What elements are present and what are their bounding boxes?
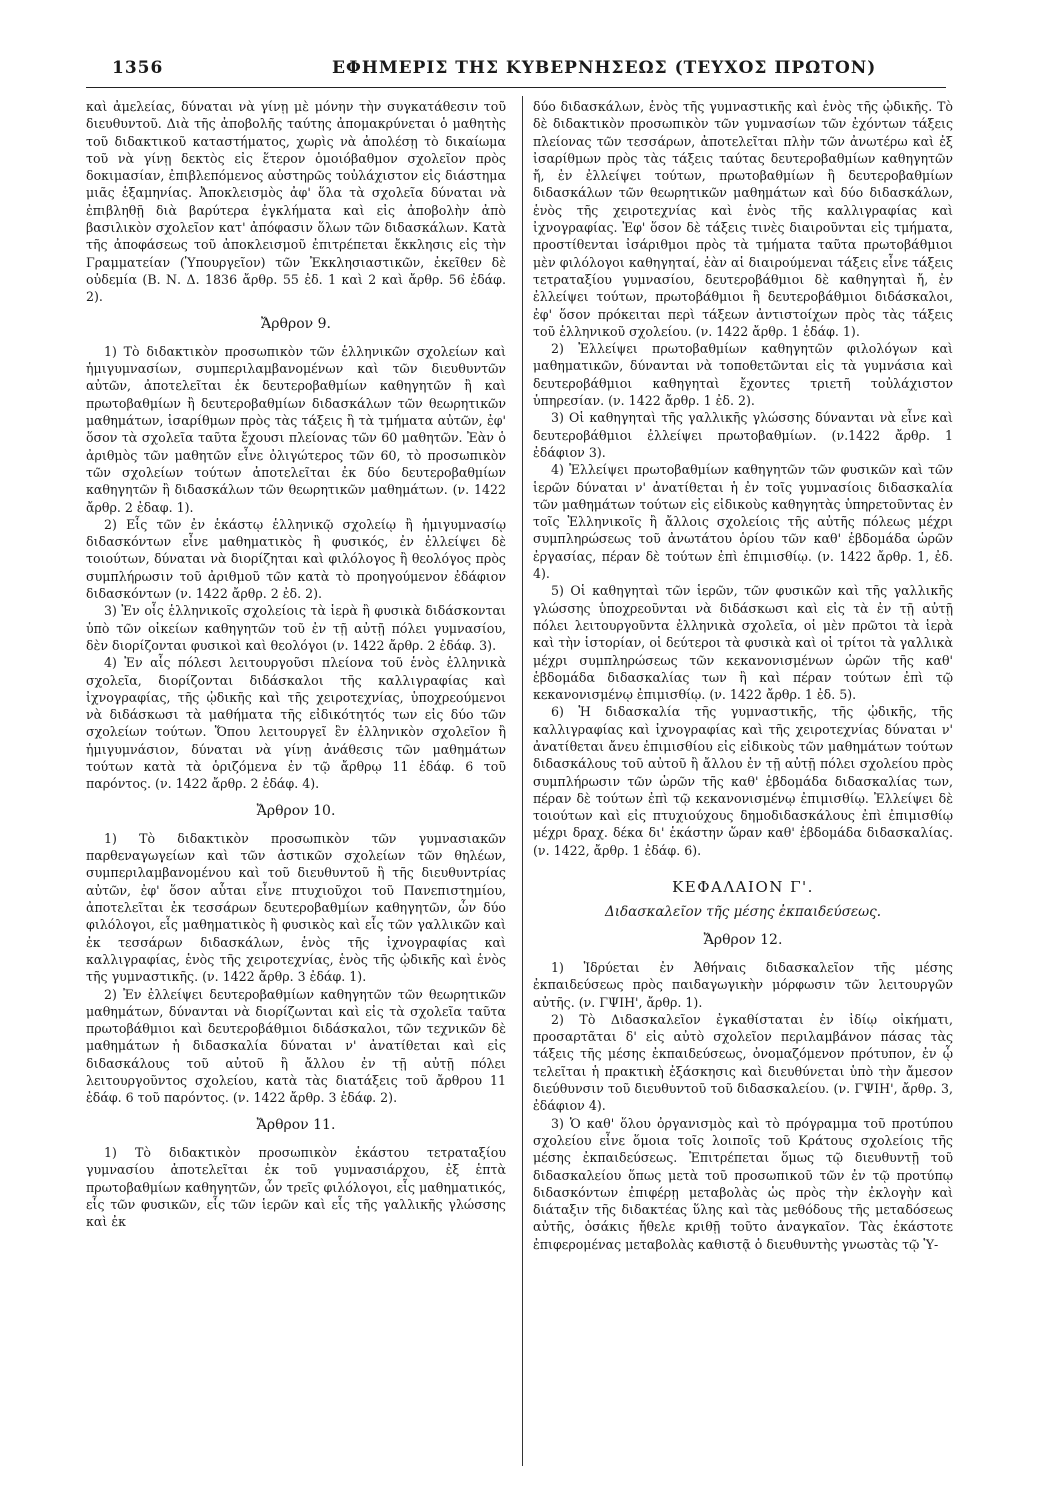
paragraph: 4) Ἐν αἷς πόλεσι λειτουργοῦσι πλείονα τοῦ ἑνὸς ἑλληνικὰ σχολεῖα, διορίζονται διδάσκαλοι τῆς καλλιγραφίας καὶ ἰχνογραφίας, τῆς ᾠδικῆς καὶ τῆς χειροτεχνίας, ὑποχρεούμενοι νὰ διδάσκωσι τὰ μαθήματα τῆς εἰδικότητός των εἰς δύο τῶν σχολείων τούτων. Ὅπου λειτουργεῖ ἓν ἑλληνικὸν σχολεῖον ἢ ἡμιγυμνάσιον, δύναται νὰ γίνῃ ἀνάθεσις τῶν μαθημάτων τούτων κατὰ τὰ ὁριζόμενα ἐν τῷ ἄρθρῳ 11 ἐδάφ. 6 τοῦ παρόντος. (ν. 1422 ἄρθρ. 2 ἐδάφ. 4). [86, 655, 506, 792]
paragraph: δύο διδασκάλων, ἑνὸς τῆς γυμναστικῆς καὶ ἑνὸς τῆς ᾠδικῆς. Τὸ δὲ διδακτικὸν προσωπικὸν τῶν γυμνασίων τῶν ἐχόντων τάξεις πλείονας τῶν τεσσάρων, ἀποτελεῖται πλὴν τῶν ἀνωτέρω καὶ ἐξ ἰσαρίθμων πρὸς τὰς τάξεις ταύτας δευτεροβαθμίων καθηγητῶν ἤ, ἐν ἐλλείψει τούτων, πρωτοβαθμίων ἢ δευτεροβαθμίων διδασκάλων τῶν θεωρητικῶν μαθημάτων καὶ δύο διδασκάλων, ἑνὸς τῆς χειροτεχνίας καὶ ἑνὸς τῆς καλλιγραφίας καὶ ἰχνογραφίας. Ἐφ' ὅσον δὲ τάξεις τινὲς διαιροῦνται εἰς τμήματα, προστίθενται ἰσάριθμοι πρὸς τὰ τμήματα ταῦτα πρωτοβάθμιοι μὲν φιλόλογοι καθηγηταί, ἐὰν αἱ διαιρούμεναι τάξεις εἶνε τάξεις τετραταξίου γυμνασίου, δευτεροβάθμιοι δὲ καθηγηταὶ ἤ, ἐν ἐλλείψει τούτων, πρωτοβάθμιοι ἢ δευτεροβάθμιοι διδάσκαλοι, ἐφ' ὅσον πρόκειται περὶ τάξεων ἀντιστοίχων πρὸς τὰς τάξεις τοῦ ἑλληνικοῦ σχολείου. (ν. 1422 ἄρθρ. 1 ἐδάφ. 1). [533, 99, 953, 339]
left-column [86, 98, 506, 1230]
paragraph: 1) Τὸ διδακτικὸν προσωπικὸν τῶν γυμνασιακῶν παρθεναγωγείων καὶ τῶν ἀστικῶν σχολείων τῶν θηλέων, συμπεριλαμβανομένου καὶ τοῦ διευθυντοῦ ἢ τῆς διευθυντρίας αὐτῶν, ἐφ' ὅσον αὗται εἶνε πτυχιοῦχοι τοῦ Πανεπιστημίου, ἀποτελεῖται ἐκ τεσσάρων δευτεροβαθμίων καθηγητῶν, ὧν δύο φιλόλογοι, εἷς μαθηματικὸς ἢ φυσικὸς καὶ εἷς τῶν γαλλικῶν καὶ ἐκ τεσσάρων διδασκάλων, ἑνὸς τῆς ἰχνογραφίας καὶ καλλιγραφίας, ἑνὸς τῆς χειροτεχνίας, ἑνὸς τῆς ᾠδικῆς καὶ ἑνὸς τῆς γυμναστικῆς. (ν. 1422 ἄρθρ. 3 ἐδάφ. 1). [86, 830, 506, 985]
column-divider [522, 96, 523, 1466]
page-header [112, 58, 942, 88]
paragraph: 2) Ἐν ἐλλείψει δευτεροβαθμίων καθηγητῶν τῶν θεωρητικῶν μαθημάτων, δύνανται νὰ διορίζωνται καὶ εἰς τὰ σχολεῖα ταῦτα πρωτοβάθμιοι καὶ δευτεροβάθμιοι διδάσκαλοι, τῶν τεχνικῶν δὲ μαθημάτων ἡ διδασκαλία δύναται ν' ἀνατίθεται καὶ εἰς διδασκάλους τοῦ αὐτοῦ ἢ ἄλλου ἐν τῇ αὐτῇ πόλει λειτουργοῦντος σχολείου, κατὰ τὰς διατάξεις τοῦ ἄρθρου 11 ἐδάφ. 6 τοῦ παρόντος. (ν. 1422 ἄρθρ. 3 ἐδάφ. 2). [86, 986, 506, 1106]
article-heading: Ἄρθρον 12. [703, 931, 783, 948]
paragraph: 1) Τὸ διδακτικὸν προσωπικὸν ἑκάστου τετραταξίου γυμνασίου ἀποτελεῖται ἐκ τοῦ γυμνασιάρχου, ἐξ ἑπτὰ πρωτοβαθμίων καθηγητῶν, ὧν τρεῖς φιλόλογοι, εἷς μαθηματικός, εἷς τῶν φυσικῶν, εἷς τῶν ἱερῶν καὶ εἷς τῆς γαλλικῆς γλώσσης καὶ ἐκ [86, 1144, 506, 1230]
paragraph: 2) Τὸ Διδασκαλεῖον ἐγκαθίσταται ἐν ἰδίῳ οἰκήματι, προσαρτᾶται δ' εἰς αὐτὸ σχολεῖον περιλαμβάνον πάσας τὰς τάξεις τῆς μέσης ἐκπαιδεύσεως, ὀνομαζόμενον πρότυπον, ἐν ᾧ τελεῖται ἡ πρακτικὴ ἐξάσκησις καὶ διευθύνεται ὑπὸ τὴν ἄμεσον διεύθυνσιν τοῦ διευθυντοῦ τοῦ διδασκαλείου. (ν. ΓΨΙΗ', ἄρθρ. 3, ἐδάφιον 4). [533, 1011, 953, 1114]
paragraph: 6) Ἡ διδασκαλία τῆς γυμναστικῆς, τῆς ᾠδικῆς, τῆς καλλιγραφίας καὶ ἰχνογραφίας καὶ τῆς χειροτεχνίας δύναται ν' ἀνατίθεται ἄνευ ἐπιμισθίου εἰς εἰδικοὺς τῶν μαθημάτων τούτων διδασκάλους τοῦ αὐτοῦ ἢ ἄλλου ἐν τῇ αὐτῇ πόλει σχολείου πρὸς συμπλήρωσιν τῶν ὡρῶν τῆς καθ' ἑβδομάδα διδασκαλίας των, πέραν δὲ τούτων ἐπὶ τῷ κεκανονισμένῳ ἐπιμισθίῳ. Ἐλλείψει δὲ τοιούτων καὶ εἰς πτυχιούχους δημοδιδασκάλους ἐπὶ ἐπιμισθίῳ μέχρι δραχ. δέκα δι' ἑκάστην ὥραν καθ' ἑβδομάδα διδασκαλίας. (ν. 1422, ἄρθρ. 1 ἐδάφ. 6). [533, 704, 953, 858]
right-column [533, 98, 953, 1253]
paragraph: καὶ ἀμελείας, δύναται νὰ γίνῃ μὲ μόνην τὴν συγκατάθεσιν τοῦ διευθυντοῦ. Διὰ τῆς ἀποβολῆς ταύτης ἀπομακρύνεται ὁ μαθητὴς τοῦ διδακτικοῦ καταστήματος, χωρὶς νὰ ἀπολέσῃ τὸ δικαίωμα τοῦ νὰ γίνῃ δεκτὸς εἰς ἕτερον ὁμοιόβαθμον σχολεῖον πρὸς δοκιμασίαν, ἐπιβλεπόμενος αὐστηρῶς τοὐλάχιστον εἰς διάστημα μιᾶς ἑξαμηνίας. Ἀποκλεισμὸς ἀφ' ὅλα τὰ σχολεῖα δύναται νὰ ἐπιβληθῇ διὰ βαρύτερα ἐγκλήματα καὶ εἰς ἀποβολὴν ἀπὸ βασιλικὸν σχολεῖον κατ' ἀπόφασιν ὅλων τῶν διδασκάλων. Κατὰ τῆς ἀποφάσεως τοῦ ἀποκλεισμοῦ ἐπιτρέπεται ἔκκλησις εἰς τὴν Γραμματείαν (Ὑπουργεῖον) τῶν Ἐκκλησιαστικῶν, ἐκεῖθεν δὲ οὐδεμία (Β. Ν. Δ. 1836 ἄρθρ. 55 ἐδ. 1 καὶ 2 καὶ ἄρθρ. 56 ἐδάφ. 2). [86, 99, 506, 305]
paragraph: 3) Οἱ καθηγηταὶ τῆς γαλλικῆς γλώσσης δύνανται νὰ εἶνε καὶ δευτεροβάθμιοι ἐλλείψει πρωτοβαθμίων. (ν.1422 ἄρθρ. 1 ἐδάφιον 3). [533, 410, 953, 460]
article-heading: Ἄρθρον 9. [261, 315, 331, 332]
paragraph: 1) Ἱδρύεται ἐν Ἀθήναις διδασκαλεῖον τῆς μέσης ἐκπαιδεύσεως πρὸς παιδαγωγικὴν μόρφωσιν τῶν λειτουργῶν αὐτῆς. (ν. ΓΨΙΗ', ἄρθρ. 1). [533, 959, 953, 1010]
journal-title: ΕΦΗΜΕΡΙΣ ΤΗΣ ΚΥΒΕΡΝΗΣΕΩΣ (ΤΕΥΧΟΣ ΠΡΩΤΟΝ) [332, 58, 877, 78]
page-number: 1356 [112, 58, 164, 78]
paragraph: 2) Εἷς τῶν ἐν ἑκάστῳ ἑλληνικῷ σχολείῳ ἢ ἡμιγυμνασίῳ διδασκόντων εἶνε μαθηματικὸς ἢ φυσικός, ἐν ἐλλείψει δὲ τοιούτων, δύναται νὰ διορίζηται καὶ φιλόλογος ἢ θεολόγος πρὸς συμπλήρωσιν τοῦ ἀριθμοῦ τῶν κατὰ τὸ προηγούμενον ἐδάφιον διδασκόντων (ν. 1422 ἄρθρ. 2 ἐδ. 2). [86, 516, 506, 602]
article-heading: Ἄρθρον 10. [256, 802, 336, 819]
paragraph: 5) Οἱ καθηγηταὶ τῶν ἱερῶν, τῶν φυσικῶν καὶ τῆς γαλλικῆς γλώσσης ὑποχρεοῦνται νὰ διδάσκωσι καὶ εἰς τὰ ἐν τῇ αὐτῇ πόλει λειτουργοῦντα ἑλληνικὰ σχολεῖα, οἱ μὲν πρῶτοι τὰ ἱερὰ καὶ τὴν ἱστορίαν, οἱ δεύτεροι τὰ φυσικὰ καὶ οἱ τρίτοι τὰ γαλλικὰ μέχρι συμπληρώσεως τῶν κεκανονισμένων ὡρῶν τῆς καθ' ἑβδομάδα διδασκαλίας των ἢ καὶ πέραν τούτων ἐπὶ τῷ κεκανονισμένῳ ἐπιμισθίῳ. (ν. 1422 ἄρθρ. 1 ἐδ. 5). [533, 583, 953, 703]
paragraph: 3) Ἐν οἷς ἑλληνικοῖς σχολείοις τὰ ἱερὰ ἢ φυσικὰ διδάσκονται ὑπὸ τῶν οἰκείων καθηγητῶν τοῦ ἐν τῇ αὐτῇ πόλει γυμνασίου, δὲν διορίζονται φυσικοὶ καὶ θεολόγοι (ν. 1422 ἄρθρ. 2 ἐδάφ. 3). [86, 603, 506, 653]
paragraph: 2) Ἐλλείψει πρωτοβαθμίων καθηγητῶν φιλολόγων καὶ μαθηματικῶν, δύνανται νὰ τοποθετῶνται εἰς τὰ γυμνάσια καὶ δευτεροβάθμιοι καθηγηταὶ ἔχοντες τριετῆ τοὐλάχιστον ὑπηρεσίαν. (ν. 1422 ἄρθρ. 1 ἐδ. 2). [533, 341, 953, 409]
chapter-heading: ΚΕΦΑΛΑΙΟΝ Γ'. [672, 878, 814, 897]
article-heading: Ἄρθρον 11. [256, 1116, 336, 1133]
header-rule [86, 87, 946, 88]
paragraph: 3) Ὁ καθ' ὅλου ὀργανισμὸς καὶ τὸ πρόγραμμα τοῦ προτύπου σχολείου εἶνε ὅμοια τοῖς λοιποῖς τοῦ Κράτους σχολείοις τῆς μέσης ἐκπαιδεύσεως. Ἐπιτρέπεται ὅμως τῷ διευθυντῇ τοῦ διδασκαλείου ὅπως μετὰ τοῦ προσωπικοῦ τῶν ἐν τῷ προτύπῳ διδασκόντων ἐπιφέρῃ μεταβολὰς ὡς πρὸς τὴν ἐκλογὴν καὶ διάταξιν τῆς διδακτέας ὕλης καὶ τὰς μεθόδους τῆς μεταδόσεως αὐτῆς, ὁσάκις ἤθελε κριθῇ τοῦτο ἀναγκαῖον. Τὰς ἑκάστοτε ἐπιφερομένας μεταβολὰς καθιστᾷ ὁ διευθυντὴς γνωστὰς τῷ Ὑ- [533, 1115, 953, 1252]
paragraph: 4) Ἐλλείψει πρωτοβαθμίων καθηγητῶν τῶν φυσικῶν καὶ τῶν ἱερῶν δύναται ν' ἀνατίθεται ἡ ἐν τοῖς γυμνασίοις διδασκαλία τῶν μαθημάτων τούτων εἰς εἰδικοὺς καθηγητὰς ὑπηρετοῦντας ἐν τοῖς Ἑλληνικοῖς ἢ ἄλλοις σχολείοις τῆς αὐτῆς πόλεως μέχρι συμπληρώσεως τοῦ ἀνωτάτου ὁρίου τῶν καθ' ἑβδομάδα ὡρῶν ἐργασίας, πέραν δὲ τούτων ἐπὶ ἐπιμισθίῳ. (ν. 1422 ἄρθρ. 1, ἐδ. 4). [533, 462, 953, 582]
chapter-subtitle: Διδασκαλεῖον τῆς μέσης ἐκπαιδεύσεως. [604, 904, 882, 921]
paragraph: 1) Τὸ διδακτικὸν προσωπικὸν τῶν ἑλληνικῶν σχολείων καὶ ἡμιγυμνασίων, συμπεριλαμβανομένων καὶ τῶν διευθυντῶν αὐτῶν, ἀποτελεῖται ἐκ δευτεροβαθμίων καθηγητῶν ἢ καὶ πρωτοβαθμίων ἢ δευτεροβαθμίων διδασκάλων τῶν θεωρητικῶν μαθημάτων, ἰσαρίθμων πρὸς τὰς τάξεις ἢ τὰ τμήματα αὐτῶν, ἐφ' ὅσον τὰ σχολεῖα ταῦτα ἔχουσι πλείονας τῶν 60 μαθητῶν. Ἐὰν ὁ ἀριθμὸς τῶν μαθητῶν εἶνε ὀλιγώτερος τῶν 60, τὸ προσωπικὸν τῶν σχολείων τούτων ἀποτελεῖται ἐκ δύο δευτεροβαθμίων καθηγητῶν ἢ διδασκάλων τῶν θεωρητικῶν μαθημάτων. (ν. 1422 ἄρθρ. 2 ἐδαφ. 1). [86, 343, 506, 515]
